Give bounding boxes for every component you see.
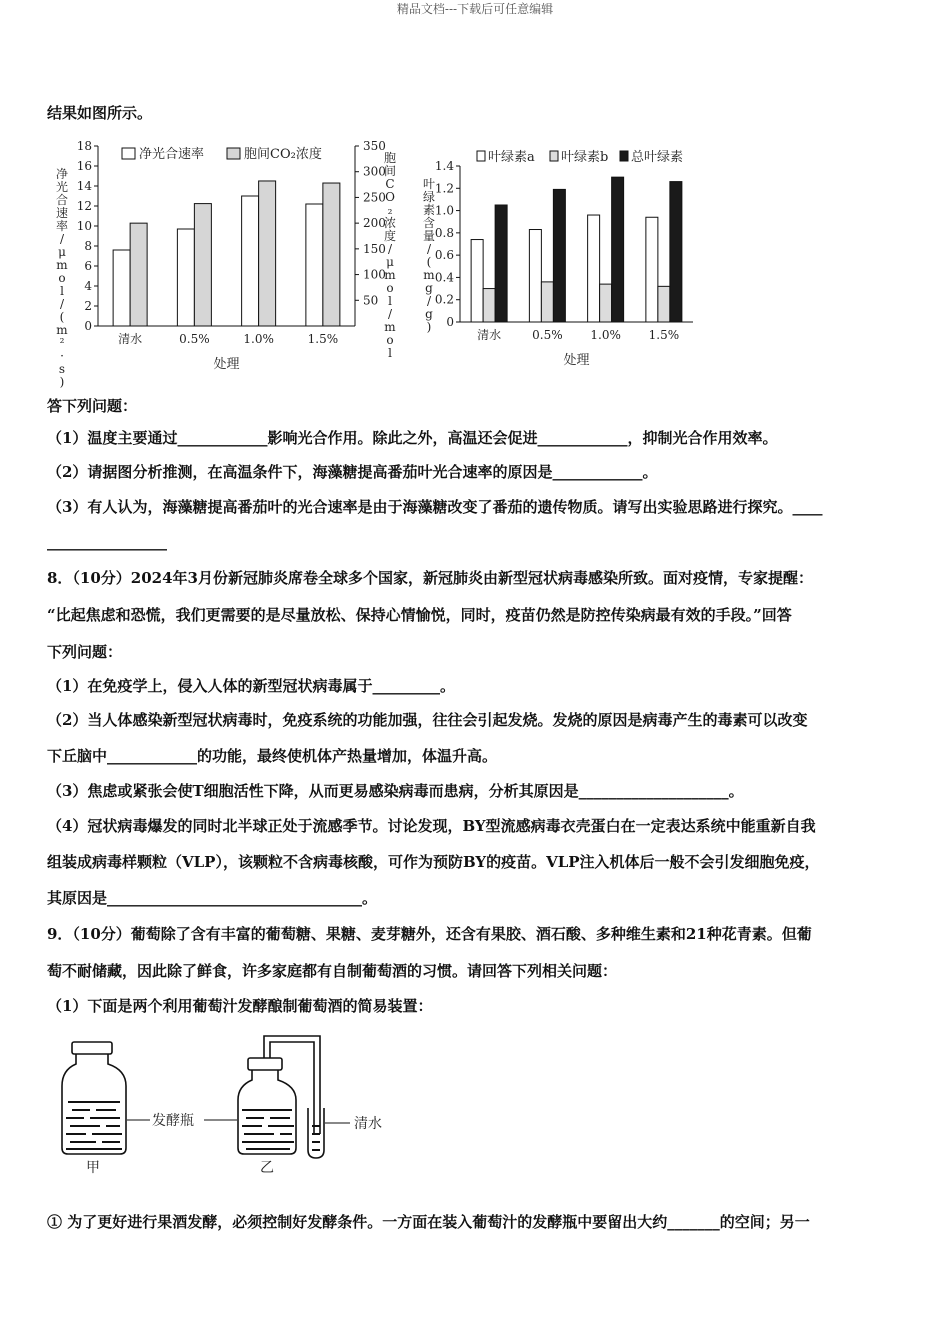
left-tick-label: 16 xyxy=(76,159,92,173)
y-axis-label-char: g xyxy=(425,281,433,295)
left-tick-label: 18 xyxy=(76,139,92,153)
left-axis-label-char: m xyxy=(56,258,68,272)
x-tick-label: 1.0% xyxy=(590,328,621,342)
left-tick-label: 12 xyxy=(76,199,92,213)
y-tick-label: 1.4 xyxy=(434,159,454,173)
left-tick-label: 2 xyxy=(84,299,92,313)
bar-co2-concentration xyxy=(194,204,211,326)
left-axis-label-char: · xyxy=(60,349,64,363)
y-tick-label: 1.0 xyxy=(434,203,454,218)
y-axis-label-char: / xyxy=(426,242,432,256)
q7-line-2: （2）请据图分析推测，在高温条件下，海藻糖提高番茄叶光合速率的原因是____________。 xyxy=(47,463,658,481)
legend-co2: 胞间CO₂浓度 xyxy=(244,147,322,162)
y-axis-label-char: / xyxy=(426,294,432,308)
left-tick-label: 10 xyxy=(76,219,92,233)
right-tick-label: 300 xyxy=(363,164,386,179)
right-tick-label: 350 xyxy=(363,139,386,153)
x-tick-label: 0.5% xyxy=(532,328,563,342)
right-axis-label-char: / xyxy=(387,242,393,256)
left-axis-label-char: 合 xyxy=(55,193,69,207)
q8-line-6: 下丘脑中____________的功能，最终使机体产热量增加，体温升高。 xyxy=(47,747,498,765)
bar-total-chlorophyll xyxy=(495,205,507,322)
left-axis-label-char: m xyxy=(56,323,68,337)
y-axis-label-char: ) xyxy=(426,320,432,334)
bar-chlorophyll-a xyxy=(646,217,658,322)
legend-swatch-co2 xyxy=(227,148,240,159)
q7-line-4: ________________ xyxy=(47,533,167,551)
right-axis-label-char: μ xyxy=(386,255,394,269)
legend-swatch xyxy=(550,151,558,161)
water-label: 清水 xyxy=(354,1116,382,1132)
left-axis-label-char: 净 xyxy=(55,167,69,181)
bar-chlorophyll-b xyxy=(658,286,670,322)
left-axis-label-char: ( xyxy=(59,310,65,324)
bar-total-chlorophyll xyxy=(670,182,682,322)
right-axis-label-char: / xyxy=(387,307,393,321)
legend-label: 叶绿素b xyxy=(561,150,609,165)
left-axis-label-char: / xyxy=(59,232,65,246)
y-tick-label: 0.4 xyxy=(434,270,454,285)
right-tick-label: 50 xyxy=(363,293,379,308)
x-tick-label: 0.5% xyxy=(179,332,210,346)
y-axis-label-char: 叶 xyxy=(422,177,436,191)
legend-swatch xyxy=(477,151,485,161)
right-tick-label: 200 xyxy=(363,216,386,231)
bar-net-photosynthesis xyxy=(177,229,194,326)
left-axis-label-char: μ xyxy=(58,245,66,259)
label-yi: 乙 xyxy=(260,1160,274,1176)
q8-line-5: （2）当人体感染新型冠状病毒时，免疫系统的功能加强，往往会引起发烧。发烧的原因是病毒产生的毒素可以改变 xyxy=(47,711,808,729)
x-tick-label: 1.0% xyxy=(243,332,274,346)
right-axis-label-char: 间 xyxy=(383,164,397,178)
bar-net-photosynthesis xyxy=(113,250,130,326)
y-axis-label-char: m xyxy=(423,268,435,282)
right-axis-label-char: m xyxy=(384,320,396,334)
x-tick-label: 清水 xyxy=(118,332,143,346)
right-axis-label-char: ₂ xyxy=(387,203,393,217)
right-axis-label-char: 胞 xyxy=(383,151,397,165)
left-axis-label-char: / xyxy=(59,297,65,311)
right-axis-label-char: O xyxy=(385,190,395,204)
intro-text: 结果如图所示。 xyxy=(47,104,153,122)
q8-line-3: 下列问题： xyxy=(47,643,123,661)
y-axis-label-char: 量 xyxy=(422,229,436,243)
q9-line-1: 9．（10分）葡萄除了含有丰富的葡萄糖、果糖、麦芽糖外，还含有果胶、酒石酸、多种维生素和21种花青素。但葡 xyxy=(47,925,812,943)
legend-swatch-net xyxy=(122,148,135,159)
left-tick-label: 0 xyxy=(84,319,92,333)
bar-co2-concentration xyxy=(259,181,276,326)
left-axis-label-char: l xyxy=(60,284,64,298)
bar-chlorophyll-b xyxy=(600,284,612,322)
y-axis-label-char: g xyxy=(425,307,433,321)
left-axis-label-char: 率 xyxy=(55,219,69,233)
bar-total-chlorophyll xyxy=(553,189,565,322)
right-tick-label: 250 xyxy=(363,190,386,205)
q8-line-7: （3）焦虑或紧张会使T细胞活性下降，从而更易感染病毒而患病，分析其原因是____________________。 xyxy=(47,782,744,800)
bar-chlorophyll-a xyxy=(471,240,483,322)
y-axis-label-char: 绿 xyxy=(422,190,436,204)
y-axis-label-char: 含 xyxy=(422,216,436,230)
q9-line-3: （1）下面是两个利用葡萄汁发酵酿制葡萄酒的简易装置： xyxy=(47,997,433,1015)
right-axis-label-char: o xyxy=(386,333,394,347)
q8-line-10: 其原因是__________________________________。 xyxy=(47,889,378,907)
bar-chlorophyll-b xyxy=(541,282,553,322)
left-tick-label: 4 xyxy=(84,279,92,293)
question-lead: 答下列问题： xyxy=(47,397,138,415)
right-tick-label: 150 xyxy=(363,241,386,256)
q8-line-8: （4）冠状病毒爆发的同时北半球正处于流感季节。讨论发现，BY型流感病毒衣壳蛋白在一定表达系统中能重新自我 xyxy=(47,817,816,835)
bar-co2-concentration xyxy=(323,183,340,326)
left-tick-label: 8 xyxy=(84,239,92,253)
y-axis-label-char: ( xyxy=(426,255,432,269)
left-axis-label xyxy=(56,166,68,389)
q7-line-1: （1）温度主要通过____________影响光合作用。除此之外，高温还会促进____________，抑制光合作用效率。 xyxy=(47,429,778,447)
left-axis-label-char: 速 xyxy=(55,206,69,220)
x-tick-label: 1.5% xyxy=(307,332,339,346)
q7-line-3: （3）有人认为，海藻糖提高番茄叶的光合速率是由于海藻糖改变了番茄的遗传物质。请写出实验思路进行探究。____ xyxy=(47,498,823,516)
label-jia: 甲 xyxy=(86,1160,100,1176)
left-axis-label-char: s xyxy=(58,362,66,376)
x-axis-label: 处理 xyxy=(563,353,590,368)
legend-swatch xyxy=(620,151,628,161)
bar-co2-concentration xyxy=(130,223,147,326)
x-tick-label: 清水 xyxy=(477,328,502,342)
bar-chlorophyll-b xyxy=(483,289,495,322)
x-axis-label: 处理 xyxy=(213,357,240,372)
bar-net-photosynthesis xyxy=(242,196,259,326)
bottle-label: 发酵瓶 xyxy=(152,1113,194,1129)
y-tick-label: 0.8 xyxy=(434,225,454,240)
y-tick-label: 0.6 xyxy=(434,248,454,263)
q9-line-2: 萄不耐储藏，因此除了鲜食，许多家庭都有自制葡萄酒的习惯。请回答下列相关问题： xyxy=(47,962,618,980)
bottle-yi xyxy=(238,1036,324,1158)
right-axis-label-char: o xyxy=(386,281,394,295)
left-tick-label: 14 xyxy=(76,179,92,193)
right-axis-label-char: 浓 xyxy=(383,216,397,230)
legend-label: 叶绿素a xyxy=(488,150,535,165)
right-axis-label-char: m xyxy=(384,268,396,282)
right-axis-label-char: 度 xyxy=(383,229,397,243)
legend-net: 净光合速率 xyxy=(139,147,205,162)
bar-total-chlorophyll xyxy=(612,177,624,322)
fermentation-apparatus xyxy=(50,1030,410,1180)
right-axis-label-char: l xyxy=(388,346,392,360)
left-axis-label-char: ² xyxy=(59,336,65,350)
legend-label: 总叶绿素 xyxy=(631,150,684,165)
bottle-jia xyxy=(62,1042,126,1154)
page-header: 精品文档---下载后可任意编辑 xyxy=(396,2,554,16)
right-axis-label-char: C xyxy=(385,177,395,191)
right-axis-label-char: l xyxy=(388,294,392,308)
q8-line-9: 组装成病毒样颗粒（VLP），该颗粒不含病毒核酸，可作为预防BY的疫苗。VLP注入机体后一般不会引发细胞免疫， xyxy=(47,853,820,871)
right-axis-label xyxy=(384,151,396,360)
y-tick-label: 0 xyxy=(446,315,454,329)
y-tick-label: 1.2 xyxy=(434,181,454,196)
chart-chlorophyll xyxy=(415,140,705,370)
x-tick-label: 1.5% xyxy=(648,328,680,342)
bar-chlorophyll-a xyxy=(529,230,541,322)
chart-photosynthesis xyxy=(50,138,400,389)
left-axis-label-char: 光 xyxy=(55,180,69,194)
right-tick-label: 100 xyxy=(363,267,386,282)
left-tick-label: 6 xyxy=(84,259,92,273)
bar-net-photosynthesis xyxy=(306,204,323,326)
bar-chlorophyll-a xyxy=(588,215,600,322)
q8-line-1: 8．（10分）2024年3月份新冠肺炎席卷全球多个国家，新冠肺炎由新型冠状病毒感染所致。面对疫情，专家提醒： xyxy=(47,569,814,587)
y-tick-label: 0.2 xyxy=(434,292,454,307)
q8-line-2: “比起焦虑和恐慌，我们更需要的是尽量放松、保持心情愉悦，同时，疫苗仍然是防控传染病最有效的手段。”回答 xyxy=(47,606,792,624)
y-axis-label-char: 素 xyxy=(422,203,436,217)
y-axis-label xyxy=(423,177,435,334)
left-axis-label-char: o xyxy=(58,271,66,285)
q8-line-4: （1）在免疫学上，侵入人体的新型冠状病毒属于_________。 xyxy=(47,677,455,695)
q9-last-line: ① 为了更好进行果酒发酵，必须控制好发酵条件。一方面在装入葡萄汁的发酵瓶中要留出大约_______的空间；另一 xyxy=(47,1213,810,1231)
left-axis-label-char: ) xyxy=(59,375,65,389)
